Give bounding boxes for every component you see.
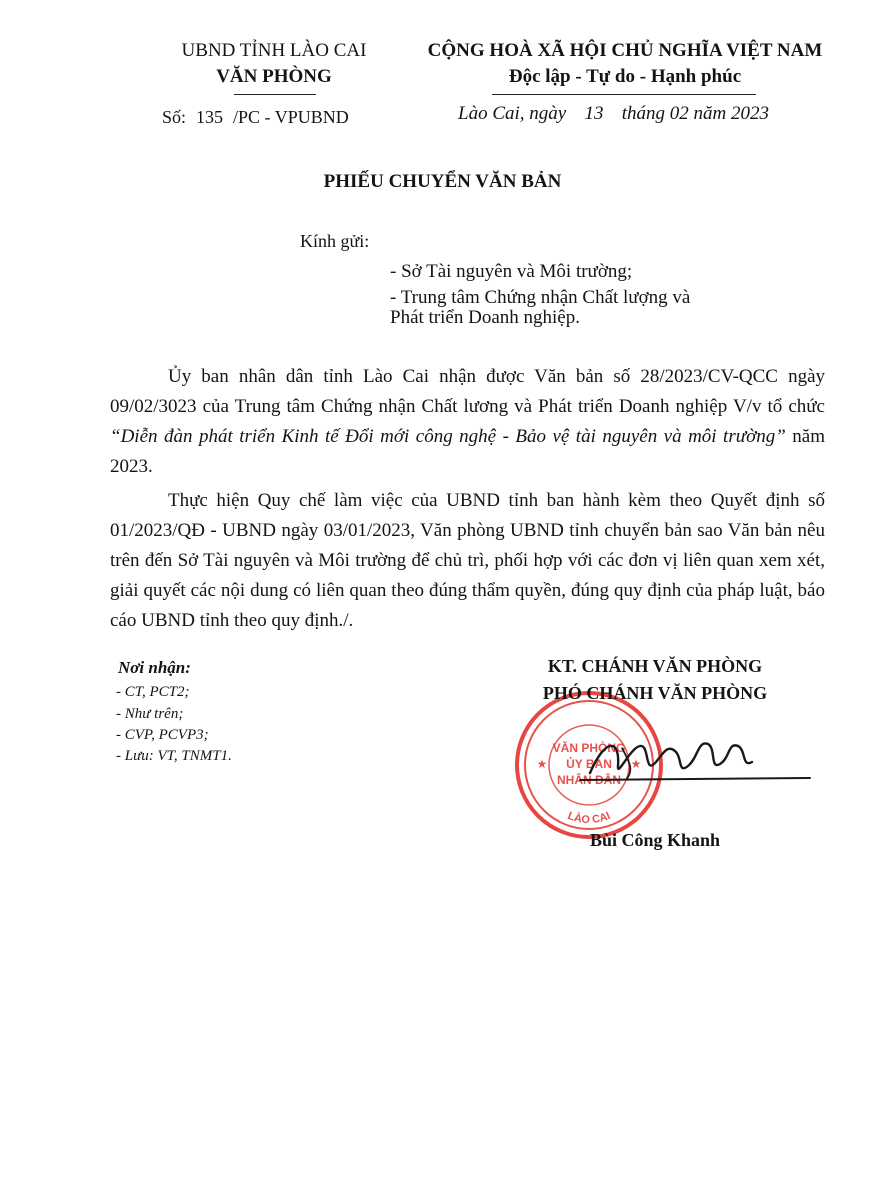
doc-no-suffix: /PC - VPUBND [233,107,349,127]
seal-text: ỦY BAN [566,757,612,771]
signature-title-2: PHÓ CHÁNH VĂN PHÒNG [542,683,768,703]
nation-line-1: CỘNG HOÀ XÃ HỘI CHỦ NGHĨA VIỆT NAM [427,40,823,61]
date-day: 13 [584,103,604,124]
signature-title-1: KT. CHÁNH VĂN PHÒNG [547,656,763,676]
seal-ring-text [566,810,612,826]
org-line-2: VĂN PHÒNG [216,66,332,87]
org-line-1: UBND TỈNH LÀO CAI [181,40,367,61]
recipients-list-item: - Lưu: VT, TNMT1. [116,748,232,764]
recipient-line: - Sở Tài nguyên và Môi trường; [390,261,633,282]
doc-no-value: 135 [196,107,224,127]
paragraph-1-text: Ủy ban nhân dân tỉnh Lào Cai nhận được Văn bản số 28/2023/CV-QCC ngày 09/02/3023 của Trung tâm Chứng nhận Chất lương và Phát triển Doanh nghiệp V/v tổ chức [110,366,825,417]
date-year: 2023 [730,103,769,124]
nation-line-2: Độc lập - Tự do - Hạnh phúc [508,66,742,87]
org-underline [234,94,316,95]
body-paragraph-2: Thực hiện Quy chế làm việc của UBND tỉnh ban hành kèm theo Quyết định số 01/2023/QĐ - UBND ngày 03/01/2023, Văn phòng UBND tỉnh chuyển bản sao Văn bản nêu trên đến Sở Tài nguyên và Môi trường để chủ trì, phối hợp với các đơn vị liên quan xem xét, giải quyết các nội dung có liên quan theo đúng thẩm quyền, đúng quy định của pháp luật, báo cáo UBND tỉnh theo quy định./. [110,490,825,631]
recipients-list-label: Nơi nhận: [118,658,191,677]
doc-no-label: Số: [162,107,187,127]
seal-star-icon: ★ [536,757,548,771]
recipients-list-item: - CVP, PCVP3; [116,727,209,743]
date-month: 02 [669,103,689,124]
document-number [162,107,349,128]
recipients-list-item: - CT, PCT2; [116,684,190,700]
body-paragraph-1 [110,362,825,482]
motto-underline [492,94,756,95]
seal-star-icon: ★ [630,757,642,771]
recipient-line: - Trung tâm Chứng nhận Chất lượng và [390,287,691,308]
date-month-label: tháng [621,103,665,124]
paragraph-1-tail: năm 2023. [110,426,825,477]
recipient-line: Phát triển Doanh nghiệp. [390,307,580,328]
issuing-organization [150,38,398,90]
document-date [458,103,769,125]
recipients-list-item: - Như trên; [116,706,184,722]
document-title: PHIẾU CHUYỂN VĂN BẢN [323,171,562,192]
event-name: “Diễn đàn phát triển Kinh tế Đổi mới công nghệ - Bảo vệ tài nguyên và môi trường” [110,426,786,447]
seal-text: VĂN PHÒNG [552,741,626,755]
date-year-label: năm [693,103,727,124]
seal-text: NHÂN DÂN [557,773,621,787]
handwritten-signature [560,718,820,798]
national-motto [400,38,850,90]
signer-name: Bùi Công Khanh [589,830,721,850]
seal-ring-text-path: LÀO CAI [565,809,613,827]
date-place: Lào Cai, ngày [458,103,567,124]
salutation: Kính gửi: [300,231,370,251]
